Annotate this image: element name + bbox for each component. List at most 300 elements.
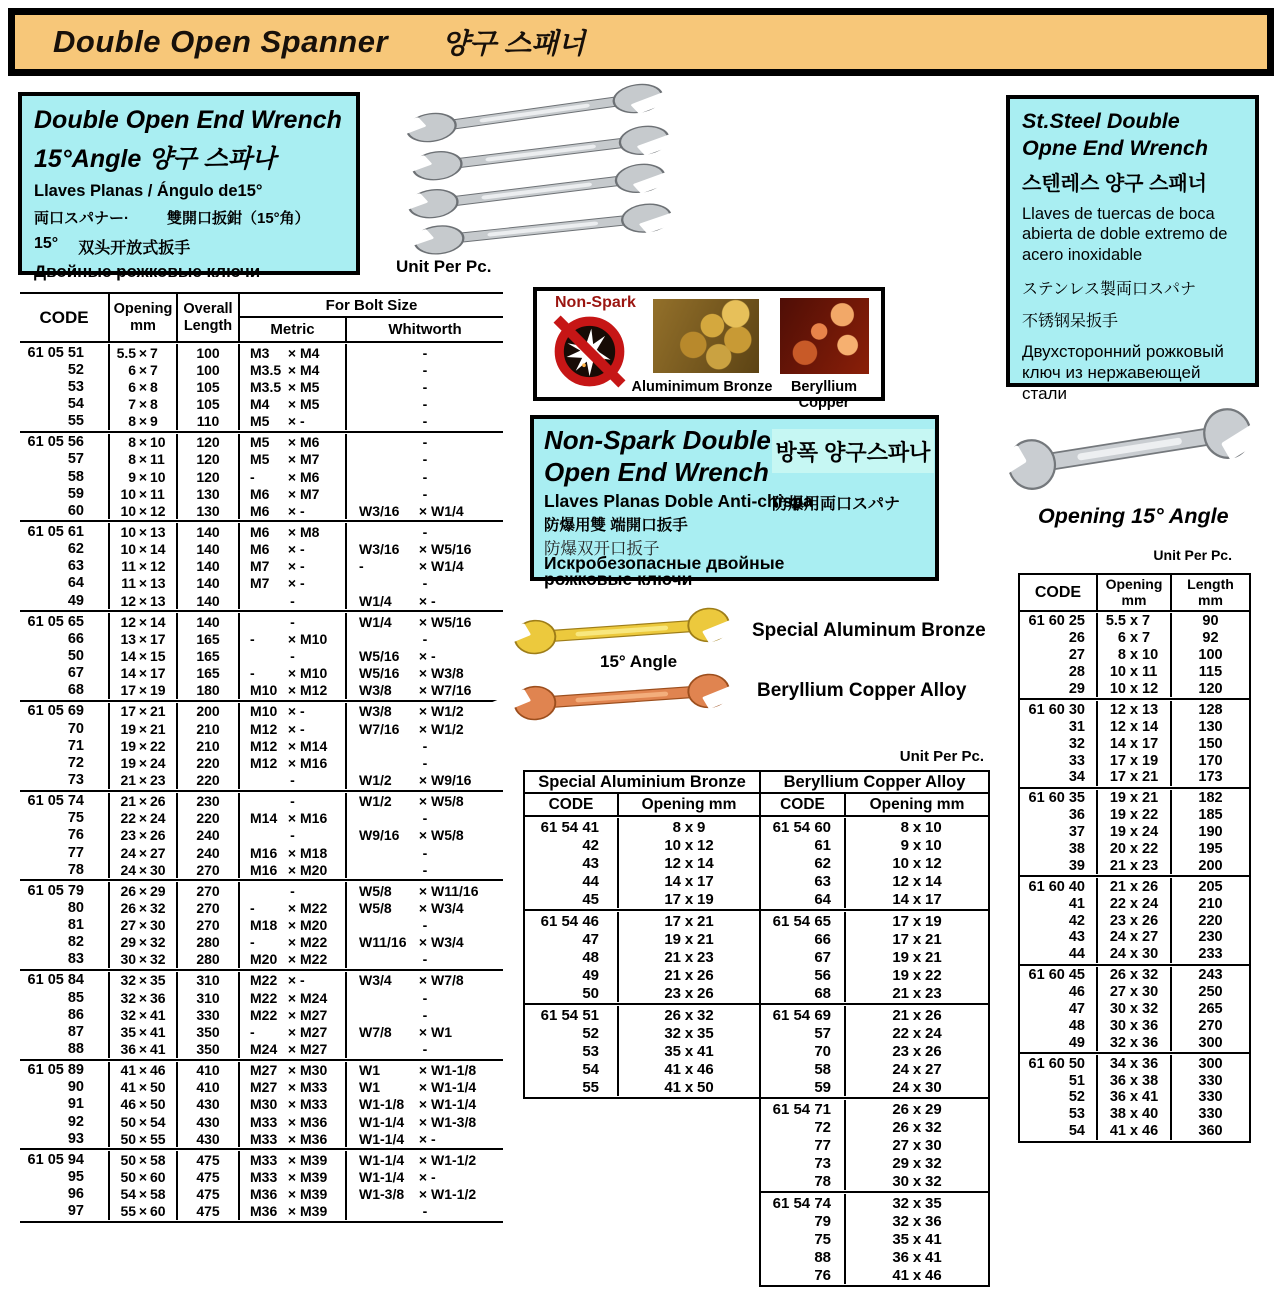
code-cell: 67 — [761, 948, 846, 966]
code-cell: 82 — [20, 934, 110, 951]
no-spark-icon — [551, 313, 628, 390]
whitworth-cell: - — [422, 413, 428, 430]
length-cell: 240 — [178, 844, 240, 861]
opening-cell: 17 x 19 — [664, 890, 714, 908]
length-cell: 100 — [178, 344, 240, 361]
opening-cell: 26 x 29 — [892, 1100, 942, 1118]
code-cell: 61 05 51 — [20, 344, 110, 361]
length-cell: 150 — [1198, 735, 1223, 752]
nonspark-title-1: Non-Spark Double — [544, 425, 771, 455]
code-cell: 41 — [1020, 895, 1098, 912]
code-cell: 75 — [761, 1230, 846, 1248]
metric-cell: M5 × M6 — [240, 434, 347, 451]
opening-cell: 8 × 9 — [110, 413, 178, 430]
opening-cell: 17 x 19 — [1098, 752, 1172, 769]
code-cell: 54 — [1020, 1123, 1098, 1140]
length-cell: 140 — [178, 613, 240, 630]
table-group — [761, 817, 988, 911]
opening-cell: 20 x 22 — [1098, 841, 1172, 858]
length-cell: 240 — [178, 827, 240, 844]
length-cell: 105 — [178, 395, 240, 412]
metric-cell: M33 × M39 — [240, 1151, 347, 1168]
length-cell: 205 — [1198, 878, 1223, 895]
opening-cell: 12 × 14 — [110, 613, 178, 630]
opening-cell: 9 × 10 — [110, 468, 178, 485]
col-header-overall-length: Overall Length — [178, 294, 240, 341]
code-cell: 57 — [761, 1024, 846, 1042]
whitworth-cell: - — [422, 917, 428, 934]
whitworth-cell: W1-3/8 × W1-1/2 — [359, 1186, 477, 1203]
steel-table-body — [1020, 612, 1249, 1143]
opening-cell: 10 x 11 — [1098, 664, 1172, 681]
code-cell: 43 — [1020, 929, 1098, 946]
whitworth-cell: W1-1/4 × - — [359, 1130, 436, 1147]
length-cell: 330 — [1198, 1072, 1223, 1089]
code-cell: 52 — [1020, 1089, 1098, 1106]
table-group — [1020, 612, 1249, 700]
length-cell: 475 — [178, 1203, 240, 1220]
code-cell: 76 — [761, 1266, 846, 1284]
opening-cell: 9 x 10 — [900, 836, 942, 854]
aluminium-bronze-table-body — [525, 817, 759, 1099]
length-cell: 190 — [1198, 824, 1223, 841]
aluminium-bronze-table-subheader — [525, 794, 759, 817]
code-cell: 96 — [20, 1186, 110, 1203]
code-cell: 61 — [761, 836, 846, 854]
steel-table-header — [1020, 573, 1249, 612]
table-group — [20, 702, 503, 792]
metric-cell: M22 × M27 — [240, 1006, 347, 1023]
code-cell: 51 — [1020, 1072, 1098, 1089]
opening-cell: 24 x 30 — [1098, 946, 1172, 963]
code-cell: 61 05 69 — [20, 703, 110, 720]
whitworth-cell: W7/8 × W1 — [359, 1023, 452, 1040]
code-cell: 47 — [1020, 1001, 1098, 1018]
length-cell: 92 — [1202, 630, 1219, 647]
length-cell: 182 — [1198, 790, 1223, 807]
col-header-bolt-size — [240, 294, 503, 341]
code-cell: 61 60 35 — [1020, 790, 1098, 807]
aluminium-bronze-table — [523, 770, 759, 1099]
length-cell: 130 — [178, 485, 240, 502]
code-cell: 61 60 45 — [1020, 967, 1098, 984]
code-cell: 28 — [1020, 664, 1098, 681]
main-table-header — [20, 292, 503, 343]
whitworth-cell: - — [422, 1006, 428, 1023]
col-header-opening: Opening mm — [1098, 575, 1172, 610]
table-group — [1020, 966, 1249, 1054]
code-cell: 67 — [20, 665, 110, 682]
opening-cell: 38 x 40 — [1098, 1106, 1172, 1123]
code-cell: 61 05 84 — [20, 972, 110, 989]
length-cell: 210 — [1198, 895, 1223, 912]
table-group — [20, 522, 503, 612]
code-cell: 45 — [525, 890, 619, 908]
opening-cell: 41 x 46 — [1098, 1123, 1172, 1140]
opening-cell: 27 × 30 — [110, 917, 178, 934]
whitworth-cell: W3/4 × W7/8 — [359, 972, 464, 989]
opening-cell: 10 x 12 — [664, 836, 714, 854]
code-cell: 52 — [525, 1024, 619, 1042]
opening-cell: 17 x 21 — [1098, 769, 1172, 786]
left-box-japanese: 両口スパナー· — [34, 210, 129, 227]
opening-cell: 41 × 50 — [110, 1079, 178, 1096]
opening-cell: 32 × 41 — [110, 1006, 178, 1023]
length-cell: 230 — [178, 793, 240, 810]
table-group — [1020, 877, 1249, 965]
length-cell: 330 — [178, 1006, 240, 1023]
code-cell: 53 — [525, 1042, 619, 1060]
opening-cell: 24 × 30 — [110, 861, 178, 878]
opening-cell: 27 x 30 — [1098, 984, 1172, 1001]
aluminium-bronze-photo — [653, 299, 759, 373]
opening-cell: 17 x 21 — [892, 930, 942, 948]
opening-cell: 8 x 9 — [672, 818, 706, 836]
whitworth-cell: W1 × W1-1/4 — [359, 1079, 477, 1096]
length-cell: 430 — [178, 1130, 240, 1147]
length-cell: 105 — [178, 378, 240, 395]
length-cell: 170 — [1198, 752, 1223, 769]
opening-cell: 21 × 26 — [110, 793, 178, 810]
length-cell: 475 — [178, 1186, 240, 1203]
opening-cell: 21 × 23 — [110, 771, 178, 788]
nonspark-japanese: 防爆用両口スパナ — [772, 496, 901, 513]
code-cell: 61 54 60 — [761, 818, 846, 836]
length-cell: 270 — [1198, 1017, 1223, 1034]
length-cell: 115 — [1198, 664, 1223, 681]
table-group — [20, 612, 503, 702]
copper-wrench-label: Beryllium Copper Alloy — [757, 680, 967, 701]
metric-cell: - — [240, 793, 347, 810]
left-box-spanish: Llaves Planas / Ángulo de15° — [34, 182, 263, 200]
code-cell: 61 54 65 — [761, 912, 846, 930]
main-spec-table — [20, 292, 503, 1223]
opening-cell: 12 x 14 — [1098, 718, 1172, 735]
whitworth-cell: - — [422, 575, 428, 592]
metric-cell: - — [240, 882, 347, 899]
whitworth-cell: W1-1/8 × W1-1/4 — [359, 1096, 477, 1113]
length-cell: 200 — [1198, 857, 1223, 874]
opening-cell: 6 × 8 — [110, 378, 178, 395]
copper-photo-caption: Beryllium Copper — [790, 379, 858, 411]
whitworth-cell: W3/16 × W1/4 — [359, 502, 464, 519]
whitworth-cell: - — [422, 1041, 428, 1058]
opening-cell: 10 × 11 — [110, 485, 178, 502]
left-info-box — [18, 92, 360, 281]
opening-cell: 8 × 10 — [110, 434, 178, 451]
length-cell: 350 — [178, 1040, 240, 1057]
beryllium-copper-table-body — [761, 817, 988, 1287]
metric-cell: M33 × M36 — [240, 1130, 347, 1147]
length-cell: 250 — [1198, 984, 1223, 1001]
code-cell: 77 — [20, 844, 110, 861]
opening-cell: 36 x 41 — [892, 1248, 942, 1266]
metric-cell: M10 × - — [240, 703, 347, 720]
metric-cell: - × M10 — [240, 630, 347, 647]
opening-cell: 17 × 19 — [110, 682, 178, 699]
code-cell: 38 — [1020, 841, 1098, 858]
code-cell: 61 54 51 — [525, 1006, 619, 1024]
code-cell: 61 54 71 — [761, 1100, 846, 1118]
col-header-opening: Opening mm — [869, 795, 965, 813]
opening-cell: 54 × 58 — [110, 1186, 178, 1203]
opening-cell: 17 x 21 — [664, 912, 714, 930]
opening-cell: 32 x 36 — [1098, 1034, 1172, 1051]
opening-cell: 8 x 10 — [900, 818, 942, 836]
code-cell: 42 — [525, 836, 619, 854]
metric-cell: M36 × M39 — [240, 1186, 347, 1203]
opening-cell: 8 × 11 — [110, 451, 178, 468]
code-cell: 61 54 74 — [761, 1194, 846, 1212]
metric-cell: M20 × M22 — [240, 951, 347, 968]
col-header-whitworth: Whitworth — [388, 321, 462, 338]
metric-cell: M6 × M8 — [240, 523, 347, 540]
metric-cell: - — [240, 647, 347, 664]
opening-cell: 41 x 46 — [892, 1266, 942, 1284]
metric-cell: - × M22 — [240, 934, 347, 951]
length-cell: 270 — [178, 917, 240, 934]
length-cell: 128 — [1198, 701, 1223, 718]
metric-cell: M6 × - — [240, 541, 347, 558]
metric-cell: M3.5 × M5 — [240, 378, 347, 395]
code-cell: 63 — [761, 872, 846, 890]
length-cell: 220 — [178, 771, 240, 788]
whitworth-cell: - — [422, 468, 428, 485]
opening-cell: 26 × 29 — [110, 882, 178, 899]
code-cell: 80 — [20, 899, 110, 916]
nonspark-chinese-trad: 防爆用雙 端開口扳手 — [544, 517, 688, 534]
metric-cell: M3 × M4 — [240, 344, 347, 361]
unit-per-pc-label-right: Unit Per Pc. — [1153, 547, 1232, 563]
table-group — [525, 817, 759, 911]
length-cell: 220 — [178, 754, 240, 771]
length-cell: 230 — [1198, 929, 1223, 946]
length-cell: 90 — [1202, 613, 1219, 630]
code-cell: 63 — [20, 558, 110, 575]
code-cell: 58 — [761, 1060, 846, 1078]
col-header-code: CODE — [20, 294, 110, 341]
opening-cell: 21 x 23 — [892, 984, 942, 1002]
length-cell: 210 — [178, 720, 240, 737]
opening-cell: 19 x 22 — [1098, 807, 1172, 824]
table-group — [761, 911, 988, 1005]
metric-cell: M12 × M16 — [240, 754, 347, 771]
length-cell: 165 — [178, 665, 240, 682]
table-group — [20, 343, 503, 433]
length-cell: 180 — [178, 682, 240, 699]
gold-wrench-label: Special Aluminum Bronze — [752, 620, 986, 641]
opening-cell: 19 x 24 — [1098, 824, 1172, 841]
nonspark-russian-1: Искробезопасные двойные — [544, 553, 785, 573]
beryllium-copper-table-subheader — [761, 794, 988, 817]
nonspark-info-box — [530, 415, 939, 589]
opening-cell: 19 x 21 — [664, 930, 714, 948]
opening-cell: 35 x 41 — [892, 1230, 942, 1248]
whitworth-cell: W1-1/4 × - — [359, 1169, 436, 1186]
opening-cell: 8 x 10 — [1098, 647, 1172, 664]
bronze-photo-caption: Aluminimum Bronze — [631, 379, 773, 395]
opening-cell: 14 × 15 — [110, 647, 178, 664]
metric-cell: M6 × M7 — [240, 485, 347, 502]
length-cell: 120 — [178, 434, 240, 451]
left-box-degree: 15° — [34, 235, 59, 252]
length-cell: 220 — [1198, 912, 1223, 929]
code-cell: 62 — [20, 541, 110, 558]
whitworth-cell: W1 × W1-1/8 — [359, 1062, 477, 1079]
length-cell: 165 — [178, 630, 240, 647]
whitworth-cell: - — [422, 989, 428, 1006]
metric-cell: M36 × M39 — [240, 1203, 347, 1220]
whitworth-cell: W3/8 × W7/16 — [359, 682, 472, 699]
code-cell: 93 — [20, 1130, 110, 1147]
length-cell: 410 — [178, 1079, 240, 1096]
whitworth-cell: W1/2 × W9/16 — [359, 771, 472, 788]
table-group — [761, 1099, 988, 1193]
opening-cell: 10 × 14 — [110, 541, 178, 558]
length-cell: 173 — [1198, 769, 1223, 786]
length-cell: 110 — [178, 413, 240, 430]
page-title-korean: 양구 스패너 — [442, 28, 586, 59]
col-header-code: CODE — [525, 794, 619, 815]
metric-cell: M12 × - — [240, 720, 347, 737]
table-group — [1020, 789, 1249, 877]
opening-cell: 12 x 14 — [892, 872, 942, 890]
table-group — [761, 1193, 988, 1287]
unit-per-pc-label-middle: Unit Per Pc. — [899, 748, 984, 765]
opening-cell: 19 x 22 — [892, 966, 942, 984]
length-cell: 280 — [178, 951, 240, 968]
opening-cell: 10 x 12 — [1098, 681, 1172, 698]
metric-cell: - × M6 — [240, 468, 347, 485]
code-cell: 49 — [1020, 1034, 1098, 1051]
code-cell: 48 — [1020, 1017, 1098, 1034]
opening-cell: 27 x 30 — [892, 1136, 942, 1154]
opening-cell: 17 x 19 — [892, 912, 942, 930]
opening-cell: 7 × 8 — [110, 395, 178, 412]
col-header-length: Length mm — [1187, 576, 1234, 608]
code-cell: 29 — [1020, 681, 1098, 698]
left-box-chinese-trad: 雙開口扳鉗（15°角） — [167, 210, 310, 227]
metric-cell: - — [240, 771, 347, 788]
code-cell: 95 — [20, 1168, 110, 1185]
opening-cell: 19 x 21 — [892, 948, 942, 966]
length-cell: 300 — [1198, 1055, 1223, 1072]
col-header-metric: Metric — [240, 318, 347, 341]
whitworth-cell: W7/16 × W1/2 — [359, 720, 464, 737]
nonspark-materials-box — [533, 287, 885, 411]
code-cell: 64 — [20, 575, 110, 592]
metric-cell: - — [240, 613, 347, 630]
metric-cell: M16 × M18 — [240, 844, 347, 861]
code-cell: 61 05 65 — [20, 613, 110, 630]
length-cell: 350 — [178, 1023, 240, 1040]
opening-cell: 24 x 27 — [892, 1060, 942, 1078]
aluminium-bronze-table-title: Special Aluminium Bronze — [525, 770, 759, 794]
opening-cell: 14 x 17 — [1098, 735, 1172, 752]
code-cell: 59 — [761, 1078, 846, 1096]
opening-cell: 21 x 23 — [664, 948, 714, 966]
metric-cell: - × M10 — [240, 665, 347, 682]
code-cell: 77 — [761, 1136, 846, 1154]
metric-cell: M7 × - — [240, 558, 347, 575]
code-cell: 85 — [20, 989, 110, 1006]
opening-cell: 10 × 13 — [110, 523, 178, 540]
length-cell: 300 — [1198, 1034, 1223, 1051]
code-cell: 61 05 94 — [20, 1151, 110, 1168]
nonspark-korean: 방폭 양구스파나 — [772, 429, 934, 473]
code-cell: 32 — [1020, 735, 1098, 752]
length-cell: 410 — [178, 1062, 240, 1079]
whitworth-cell: W1/2 × W5/8 — [359, 793, 464, 810]
opening-cell: 23 x 26 — [892, 1042, 942, 1060]
code-cell: 61 60 25 — [1020, 613, 1098, 630]
code-cell: 88 — [20, 1040, 110, 1057]
code-cell: 43 — [525, 854, 619, 872]
length-cell: 140 — [178, 541, 240, 558]
whitworth-cell: W1/4 × - — [359, 592, 436, 609]
whitworth-cell: - × W1/4 — [359, 558, 464, 575]
length-cell: 185 — [1198, 807, 1223, 824]
code-cell: 54 — [20, 395, 110, 412]
opening-cell: 23 x 26 — [664, 984, 714, 1002]
code-cell: 70 — [20, 720, 110, 737]
opening-cell: 26 x 32 — [664, 1006, 714, 1024]
col-header-code: CODE — [1020, 575, 1098, 610]
whitworth-cell: W3/8 × W1/2 — [359, 703, 464, 720]
code-cell: 61 05 61 — [20, 523, 110, 540]
code-cell: 56 — [761, 966, 846, 984]
opening-cell: 10 x 12 — [892, 854, 942, 872]
opening-cell: 6 x 7 — [1098, 630, 1172, 647]
length-cell: 120 — [1198, 681, 1223, 697]
table-group — [525, 1005, 759, 1099]
code-cell: 48 — [525, 948, 619, 966]
opening-cell: 12 x 14 — [664, 854, 714, 872]
code-cell: 60 — [20, 502, 110, 519]
whitworth-cell: - — [422, 754, 428, 771]
code-cell: 64 — [761, 890, 846, 908]
opening-cell: 26 x 32 — [1098, 967, 1172, 984]
code-cell: 53 — [1020, 1106, 1098, 1123]
opening-cell: 6 × 7 — [110, 361, 178, 378]
opening-cell: 21 x 26 — [664, 966, 714, 984]
opening-cell: 36 × 41 — [110, 1040, 178, 1057]
metric-cell: M33 × M39 — [240, 1168, 347, 1185]
opening-cell: 30 × 32 — [110, 951, 178, 968]
length-cell: 140 — [178, 558, 240, 575]
code-cell: 53 — [20, 378, 110, 395]
opening-cell: 22 x 24 — [892, 1024, 942, 1042]
code-cell: 55 — [20, 413, 110, 430]
opening-cell: 41 x 50 — [664, 1078, 714, 1096]
code-cell: 59 — [20, 485, 110, 502]
length-cell: 200 — [178, 703, 240, 720]
code-cell: 47 — [525, 930, 619, 948]
code-cell: 61 54 69 — [761, 1006, 846, 1024]
code-cell: 61 60 50 — [1020, 1055, 1098, 1072]
code-cell: 81 — [20, 917, 110, 934]
col-header-opening: Opening mm — [641, 795, 737, 813]
length-cell: 140 — [178, 592, 240, 609]
opening-cell: 30 x 36 — [1098, 1017, 1172, 1034]
opening-cell: 12 x 13 — [1098, 701, 1172, 718]
code-cell: 42 — [1020, 912, 1098, 929]
whitworth-cell: W11/16 × W3/4 — [359, 934, 464, 951]
main-table-body — [20, 343, 503, 1223]
code-cell: 79 — [761, 1212, 846, 1230]
code-cell: 57 — [20, 451, 110, 468]
opening-cell: 14 x 17 — [664, 872, 714, 890]
